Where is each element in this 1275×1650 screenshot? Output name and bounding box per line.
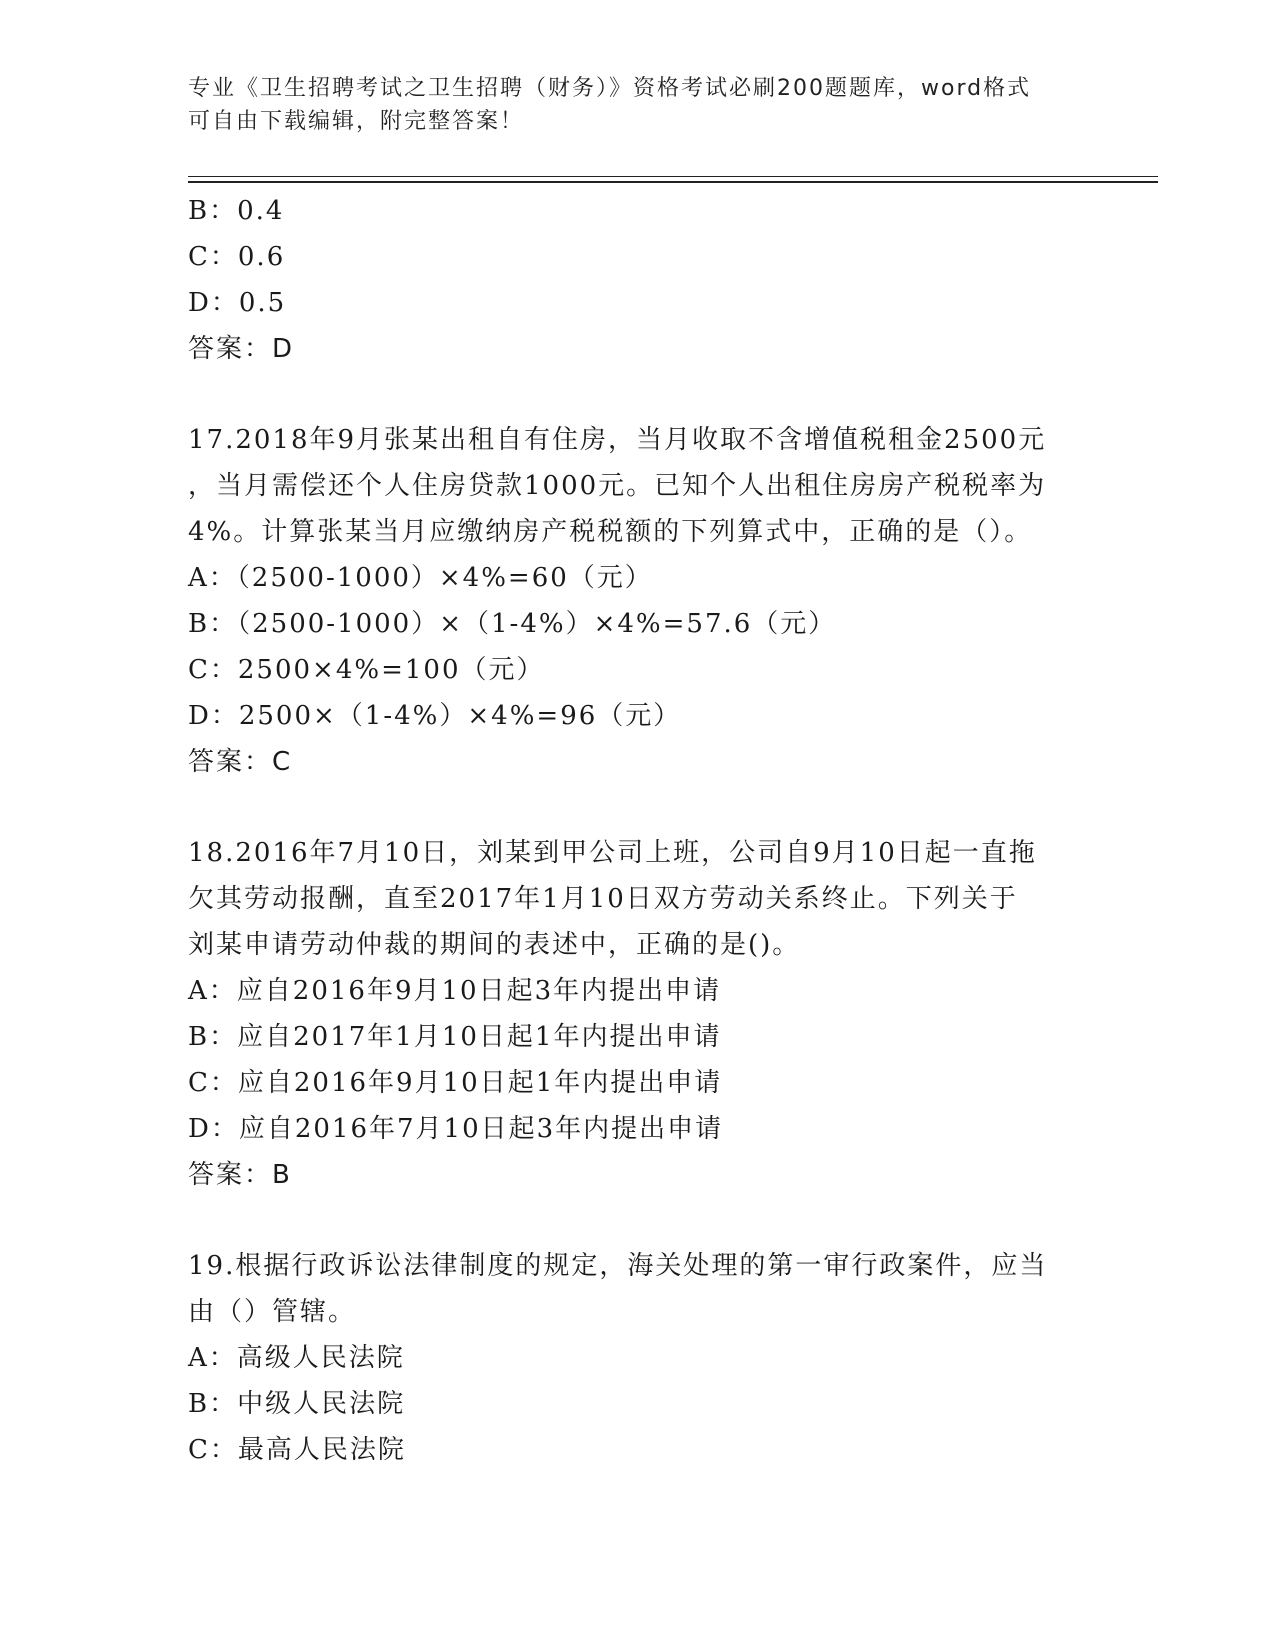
- option-a: A：（2500-1000）×4%=60（元）: [188, 563, 653, 593]
- question-text-line: 刘某申请劳动仲裁的期间的表述中，正确的是()。: [188, 930, 801, 960]
- answer: 答案：B: [188, 1160, 292, 1190]
- answer: 答案：C: [188, 747, 293, 777]
- document-body: [188, 188, 1088, 1473]
- option-c: C：最高人民法院: [188, 1435, 406, 1465]
- option-c: C：应自2016年9月10日起1年内提出申请: [188, 1068, 723, 1098]
- question-19: [188, 1243, 1088, 1473]
- option-c: C：2500×4%=100（元）: [188, 655, 545, 685]
- header-rule-thin: [188, 176, 1158, 177]
- option-d: D：0.5: [188, 288, 287, 318]
- header-rule-thick: [188, 181, 1158, 183]
- answer: 答案：D: [188, 334, 295, 364]
- question-18: [188, 830, 1088, 1198]
- option-b: B：中级人民法院: [188, 1389, 406, 1419]
- question-text-line: 4%。计算张某当月应缴纳房产税税额的下列算式中，正确的是（）。: [188, 517, 1033, 547]
- header-line-2: 可自由下载编辑，附完整答案！: [188, 109, 525, 134]
- question-text-line: 18.2016年7月10日，刘某到甲公司上班，公司自9月10日起一直拖: [188, 838, 1037, 868]
- option-b: B：0.4: [188, 196, 285, 226]
- option-a: A：应自2016年9月10日起3年内提出申请: [188, 976, 722, 1006]
- question-text-line: 由（）管辖。: [188, 1297, 357, 1327]
- option-a: A：高级人民法院: [188, 1343, 405, 1373]
- option-b: B：（2500-1000）×（1-4%）×4%=57.6（元）: [188, 609, 837, 639]
- option-d: D：2500×（1-4%）×4%=96（元）: [188, 701, 682, 731]
- option-d: D：应自2016年7月10日起3年内提出申请: [188, 1114, 724, 1144]
- question-text-line: ，当月需偿还个人住房贷款1000元。已知个人出租住房房产税税率为: [188, 471, 1047, 501]
- option-b: B：应自2017年1月10日起1年内提出申请: [188, 1022, 722, 1052]
- question-16: [188, 188, 1088, 372]
- document-header: [188, 72, 1088, 138]
- question-17: [188, 417, 1088, 785]
- question-text-line: 欠其劳动报酬，直至2017年1月10日双方劳动关系终止。下列关于: [188, 884, 1018, 914]
- question-text-line: 17.2018年9月张某出租自有住房，当月收取不含增值税租金2500元: [188, 425, 1047, 455]
- option-c: C：0.6: [188, 242, 286, 272]
- question-text-line: 19.根据行政诉讼法律制度的规定，海关处理的第一审行政案件，应当: [188, 1251, 1048, 1281]
- header-line-1: 专业《卫生招聘考试之卫生招聘（财务）》资格考试必刷200题题库，word格式: [188, 76, 1032, 101]
